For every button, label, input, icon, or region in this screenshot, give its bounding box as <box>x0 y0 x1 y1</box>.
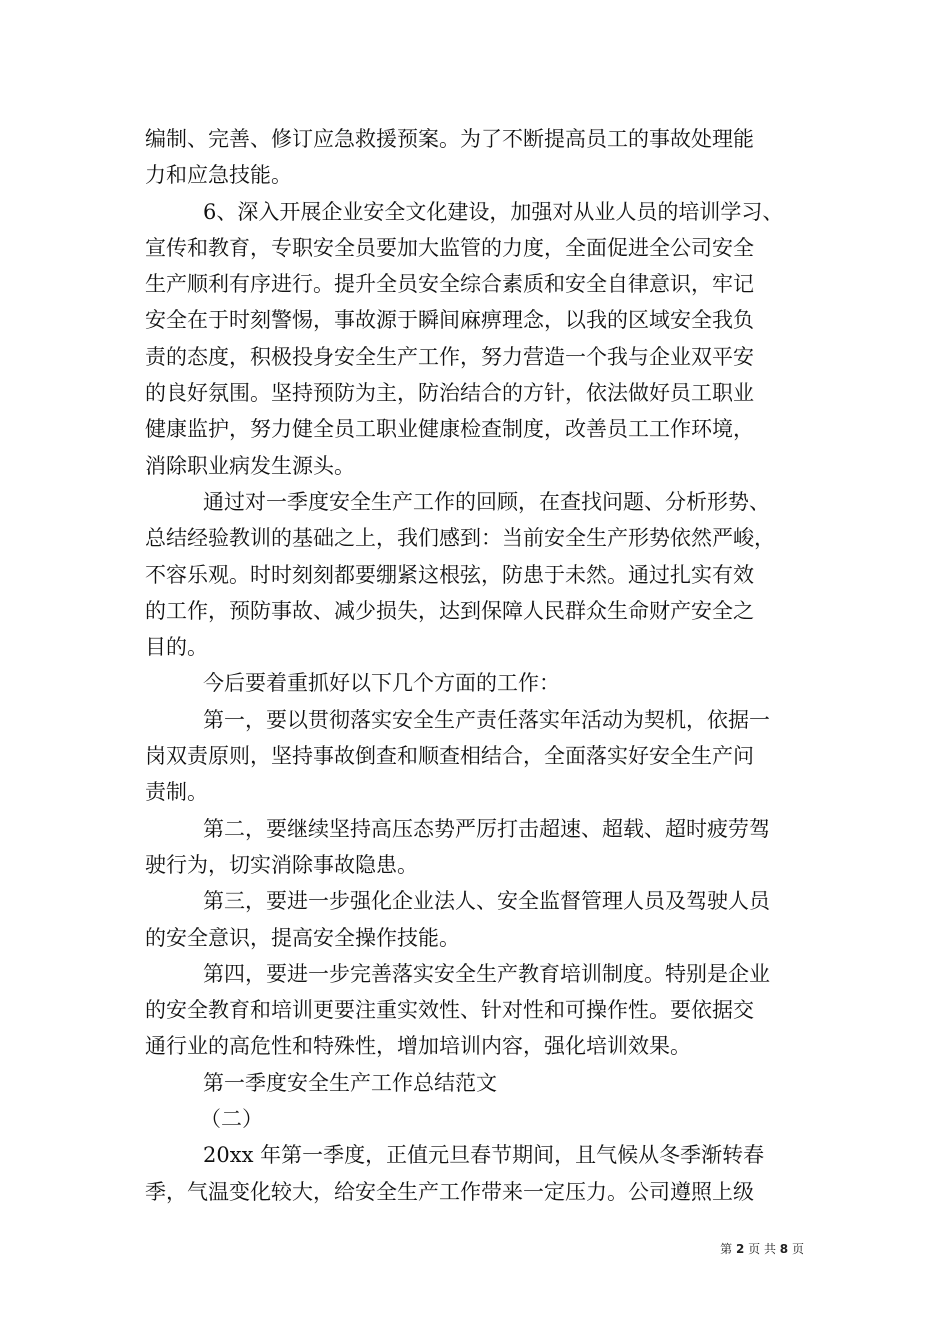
text-line: 岗双责原则，坚持事故倒查和顺查相结合，全面落实好安全生产问 <box>145 744 754 769</box>
text-line: 的工作，预防事故、减少损失，达到保障人民群众生命财产安全之 <box>145 598 754 623</box>
total-pages-number: 8 <box>779 1242 789 1256</box>
text-line: 6、深入开展企业安全文化建设，加强对从业人员的培训学习、 <box>203 199 784 224</box>
page-number-footer <box>0 1241 804 1257</box>
text-line: 目的。 <box>145 635 208 660</box>
footer-middle: 页 共 <box>748 1242 776 1256</box>
text-line: 力和应急技能。 <box>145 163 292 188</box>
text-line: 驶行为，切实消除事故隐患。 <box>145 852 418 877</box>
text-line: 第四，要进一步完善落实安全生产教育培训制度。特别是企业 <box>203 961 770 986</box>
text-line: 生产顺利有序进行。提升全员安全综合素质和安全自律意识，牢记 <box>145 272 754 297</box>
text-line: 的安全教育和培训更要注重实效性、针对性和可操作性。要依据交 <box>145 998 754 1023</box>
text-line: 责制。 <box>145 780 208 805</box>
text-line: 的安全意识，提高安全操作技能。 <box>145 925 460 950</box>
text-line: 安全在于时刻警惕，事故源于瞬间麻痹理念，以我的区域安全我负 <box>145 308 754 333</box>
text-line: 不容乐观。时时刻刻都要绷紧这根弦，防患于未然。通过扎实有效 <box>145 562 754 587</box>
section-subtitle: （二） <box>200 1107 263 1132</box>
text-line: 第三，要进一步强化企业法人、安全监督管理人员及驾驶人员 <box>203 889 770 914</box>
section-title: 第一季度安全生产工作总结范文 <box>203 1070 497 1095</box>
text-line: 宣传和教育，专职安全员要加大监管的力度，全面促进全公司安全 <box>145 235 754 260</box>
text-line: 责的态度，积极投身安全生产工作，努力营造一个我与企业双平安 <box>145 344 754 369</box>
text-line: 季，气温变化较大，给安全生产工作带来一定压力。公司遵照上级 <box>145 1179 754 1204</box>
current-page-number: 2 <box>735 1242 745 1256</box>
footer-suffix: 页 <box>791 1242 804 1256</box>
text-line: 的良好氛围。坚持预防为主，防治结合的方针，依法做好员工职业 <box>145 381 754 406</box>
text-line: 第一，要以贯彻落实安全生产责任落实年活动为契机，依据一 <box>203 707 770 732</box>
text-line: 通行业的高危性和特殊性，增加培训内容，强化培训效果。 <box>145 1034 691 1059</box>
text-line: 总结经验教训的基础之上，我们感到：当前安全生产形势依然严峻， <box>145 526 775 551</box>
text-line: 健康监护，努力健全员工职业健康检查制度，改善员工工作环境， <box>145 417 754 442</box>
text-line: 今后要着重抓好以下几个方面的工作： <box>203 671 560 696</box>
text-line: 编制、完善、修订应急救援预案。为了不断提高员工的事故处理能 <box>145 127 754 151</box>
text-line: 消除职业病发生源头。 <box>145 453 355 478</box>
text-line: 20xx 年第一季度，正值元旦春节期间，且气候从冬季渐转春 <box>203 1143 765 1168</box>
text-line: 第二，要继续坚持高压态势严厉打击超速、超载、超时疲劳驾 <box>203 816 770 841</box>
footer-prefix: 第 <box>720 1242 733 1256</box>
text-line: 通过对一季度安全生产工作的回顾，在查找问题、分析形势、 <box>203 489 770 514</box>
document-body <box>145 121 815 1210</box>
